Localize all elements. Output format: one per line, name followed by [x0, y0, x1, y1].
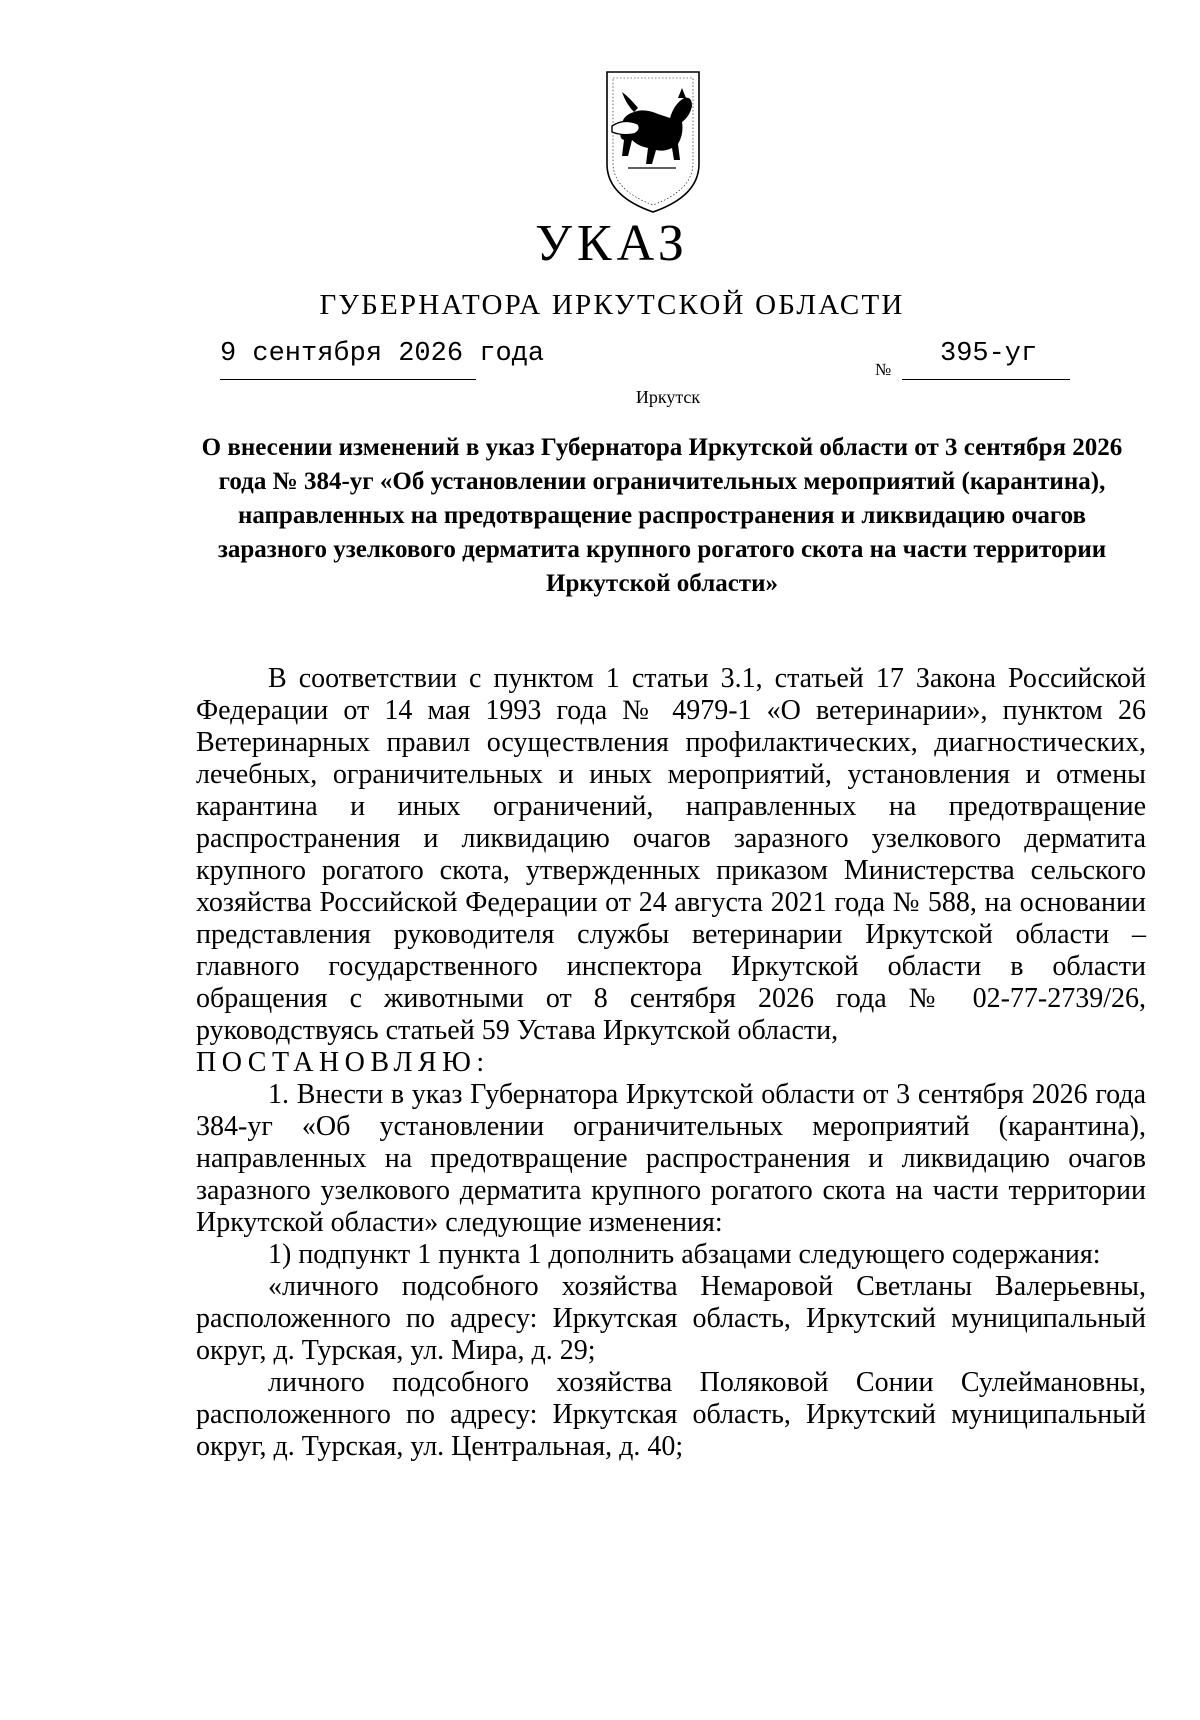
- subitem-1-paragraph: 1) подпункт 1 пункта 1 дополнить абзацами следующего содержания:: [268, 1239, 1101, 1270]
- added-paragraph-1: «личного подсобного хозяйства Немаровой Светланы Валерьевны, расположенного по адресу: Иркутская область, Иркутский муниципальный округ, д. Турская, ул. Мира, д. 29;: [196, 1271, 1146, 1366]
- irkutsk-coat-of-arms-icon: [604, 68, 702, 216]
- number-sign: №: [875, 360, 892, 379]
- document-title: О внесении изменений в указ Губернатора Иркутской области от 3 сентября 2026 года № 384-уг «Об установлении ограничительных мероприятий (карантина), направленных на предотвращение распространения и ликвидацию очагов заразного узелкового дерматита крупного рогатого скота на части территории Иркутской области»: [201, 434, 1123, 597]
- resolve-word: ПОСТАНОВЛЯЮ:: [196, 1047, 490, 1078]
- document-number: 395-уг: [940, 339, 1038, 369]
- added-paragraph-2: личного подсобного хозяйства Поляковой Сонии Сулеймановны, расположенного по адресу: Иркутская область, Иркутский муниципальный округ, д. Турская, ул. Центральная, д. 40;: [196, 1367, 1146, 1462]
- document-body: [196, 663, 1146, 1463]
- document-issuer: ГУБЕРНАТОРА ИРКУТСКОЙ ОБЛАСТИ: [319, 289, 905, 321]
- preamble-paragraph: В соответствии с пунктом 1 статьи 3.1, статьей 17 Закона Российской Федерации от 14 мая 1993 года № 4979-1 «О ветеринарии», пунктом 26 Ветеринарных правил осуществления профилактических, диагностических, лечебных, ограничительных и иных мероприятий, установления и отмены карантина и иных ограничений, направленных на предотвращение распространения и ликвидацию очагов заразного узелкового дерматита крупного рогатого скота, утвержденных приказом Министерства сельского хозяйства Российской Федерации от 24 августа 2021 года № 588, на основании представления руководителя службы ветеринарии Иркутской области – главного государственного инспектора Иркутской области в области обращения с животными от 8 сентября 2026 года № 02-77-2739/26, руководствуясь статьей 59 Устава Иркутской области,: [196, 663, 1146, 1046]
- document-city: Иркутск: [635, 387, 701, 407]
- document-date: 9 сентября 2026 года: [220, 339, 545, 369]
- item-1-paragraph: 1. Внести в указ Губернатора Иркутской области от 3 сентября 2026 года 384-уг «Об установлении ограничительных мероприятий (карантина), направленных на предотвращение распространения и ликвидацию очагов заразного узелкового дерматита крупного рогатого скота на части территории Иркутской области» следующие изменения:: [196, 1079, 1146, 1238]
- document-type: УКАЗ: [535, 215, 689, 272]
